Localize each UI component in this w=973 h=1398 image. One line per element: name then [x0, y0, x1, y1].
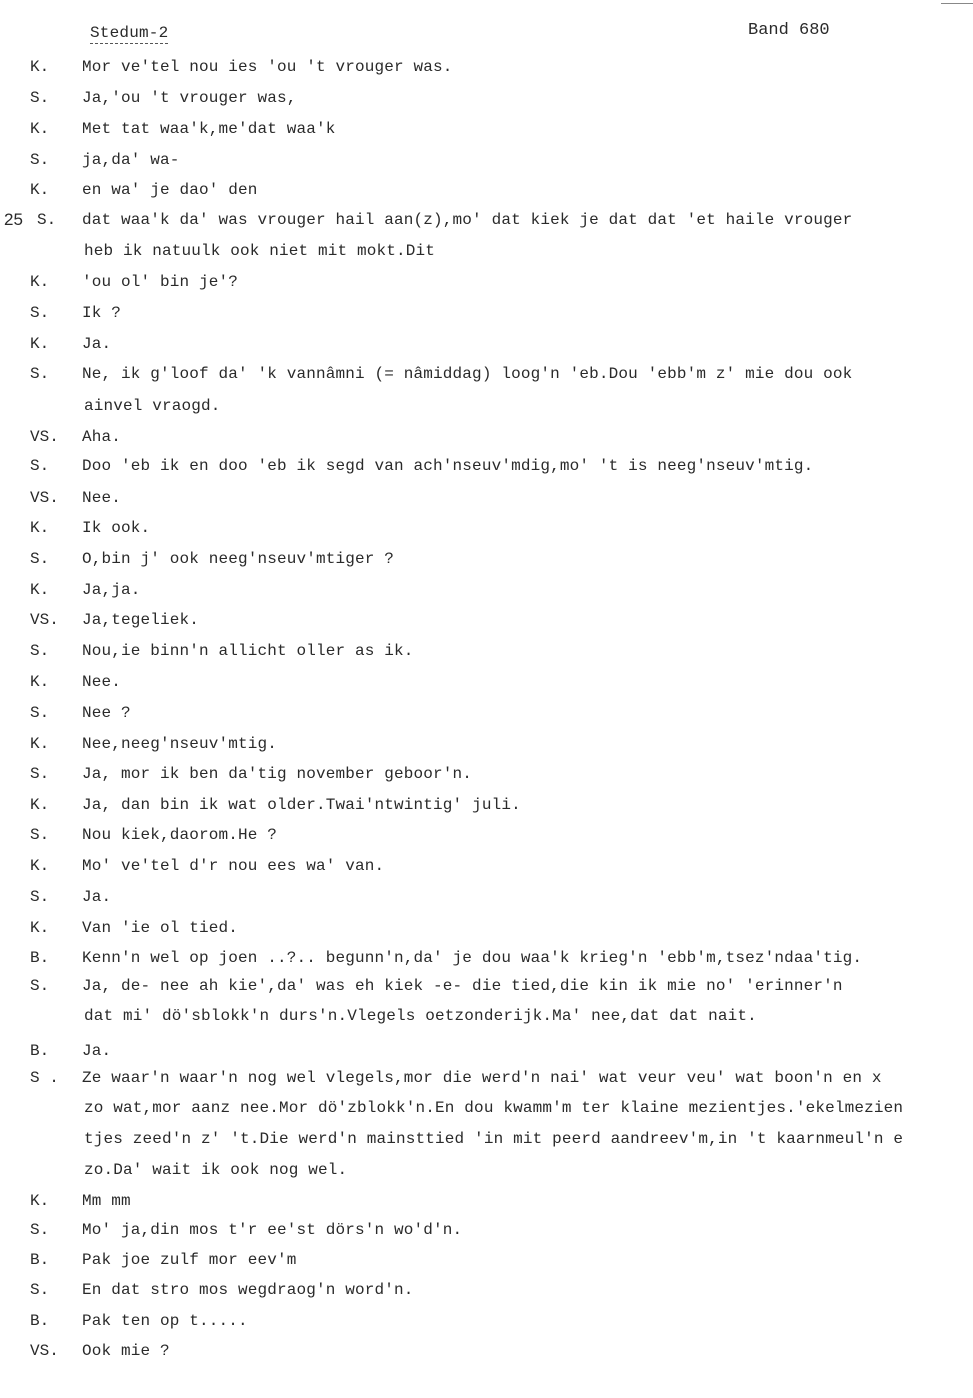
utterance-text: Nou,ie binn'n allicht oller as ik. [82, 642, 414, 660]
speaker-label: S. [30, 365, 50, 383]
utterance-text: zo wat,mor aanz nee.Mor dö'zblokk'n.En dou kwamm'm ter klaine mezientjes.'ekelmezien [84, 1099, 904, 1117]
speaker-label: K. [30, 519, 50, 537]
speaker-label: S. [30, 888, 50, 906]
speaker-label: S. [30, 826, 50, 844]
speaker-label: S. [30, 89, 50, 107]
speaker-label: S. [37, 211, 57, 229]
utterance-text: Pak joe zulf mor eev'm [82, 1251, 297, 1269]
utterance-text: Ik ook. [82, 519, 151, 537]
utterance-text: Mo' ja,din mos t'r ee'st dörs'n wo'd'n. [82, 1221, 463, 1239]
speaker-label: K. [30, 335, 50, 353]
utterance-text: Kenn'n wel op joen ..?.. begunn'n,da' je dou waa'k krieg'n 'ebb'm,tsez'ndaa'tig. [82, 949, 863, 967]
speaker-label: K. [30, 1192, 50, 1210]
band-label: Band 680 [748, 21, 830, 40]
utterance-text: Mor ve'tel nou ies 'ou 't vrouger was. [82, 58, 453, 76]
speaker-label: K. [30, 673, 50, 691]
utterance-text: ainvel vraogd. [84, 397, 221, 415]
utterance-text: Pak ten op t..... [82, 1312, 248, 1330]
utterance-text: Mo' ve'tel d'r nou ees wa' van. [82, 857, 385, 875]
speaker-label: K. [30, 58, 50, 76]
speaker-label: S. [30, 977, 50, 995]
utterance-text: Nee. [82, 489, 122, 507]
speaker-label: VS. [30, 611, 59, 629]
utterance-text: Ik ? [82, 304, 122, 322]
utterance-text: tjes zeed'n z' 't.Die werd'n mainsttied 'in mit peerd aandreev'm,in 't kaarnmeul'n e [84, 1130, 904, 1148]
speaker-label: S. [30, 457, 50, 475]
speaker-label: K. [30, 735, 50, 753]
speaker-label: S. [30, 1221, 50, 1239]
utterance-text: Doo 'eb ik en doo 'eb ik segd van ach'nseuv'mdig,mo' 't is neeg'nseuv'mtig. [82, 457, 814, 475]
line-number: 25 [4, 210, 23, 229]
speaker-label: S. [30, 765, 50, 783]
speaker-label: S. [30, 704, 50, 722]
utterance-text: heb ik natuulk ook niet mit mokt.Dit [84, 242, 436, 260]
utterance-text: Ja. [82, 888, 112, 906]
utterance-text: Ja,tegeliek. [82, 611, 200, 629]
title-text: Stedum-2 [90, 24, 169, 42]
speaker-label: VS. [30, 428, 59, 446]
speaker-label: B. [30, 1312, 50, 1330]
utterance-text: Ja. [82, 335, 112, 353]
utterance-text: Van 'ie ol tied. [82, 919, 239, 937]
speaker-label: S. [30, 151, 50, 169]
utterance-text: Ne, ik g'loof da' 'k vannâmni (= nâmiddag) loog'n 'eb.Dou 'ebb'm z' mie dou ook [82, 365, 853, 383]
utterance-text: Aha. [82, 428, 122, 446]
utterance-text: Mm mm [82, 1192, 131, 1210]
utterance-text: 'ou ol' bin je'? [82, 273, 239, 291]
utterance-text: Ja, de- nee ah kie',da' was eh kiek -e- die tied,die kin ik mie no' 'erinner'n [82, 977, 843, 995]
speaker-label: K. [30, 857, 50, 875]
speaker-label: S. [30, 304, 50, 322]
speaker-label: VS. [30, 1342, 59, 1360]
speaker-label: S . [30, 1069, 59, 1087]
utterance-text: en wa' je dao' den [82, 181, 258, 199]
utterance-text: O,bin j' ook neeg'nseuv'mtiger ? [82, 550, 395, 568]
speaker-label: K. [30, 581, 50, 599]
utterance-text: En dat stro mos wegdraog'n word'n. [82, 1281, 414, 1299]
utterance-text: Nee,neeg'nseuv'mtig. [82, 735, 278, 753]
speaker-label: VS. [30, 489, 59, 507]
speaker-label: B. [30, 949, 50, 967]
utterance-text: Nee. [82, 673, 122, 691]
utterance-text: ja,da' wa- [82, 151, 180, 169]
speaker-label: K. [30, 919, 50, 937]
speaker-label: B. [30, 1042, 50, 1060]
speaker-label: K. [30, 120, 50, 138]
speaker-label: S. [30, 1281, 50, 1299]
utterance-text: Met tat waa'k,me'dat waa'k [82, 120, 336, 138]
speaker-label: S. [30, 642, 50, 660]
document-title [90, 24, 168, 44]
utterance-text: Ja,'ou 't vrouger was, [82, 89, 297, 107]
utterance-text: Ja. [82, 1042, 112, 1060]
utterance-text: Nee ? [82, 704, 131, 722]
utterance-text: Ja, dan bin ik wat older.Twai'ntwintig' juli. [82, 796, 521, 814]
speaker-label: K. [30, 181, 50, 199]
utterance-text: dat mi' dö'sblokk'n durs'n.Vlegels oetzonderijk.Ma' nee,dat dat nait. [84, 1007, 757, 1025]
utterance-text: Ja, mor ik ben da'tig november geboor'n. [82, 765, 473, 783]
utterance-text: dat waa'k da' was vrouger hail aan(z),mo' dat kiek je dat dat 'et haile vrouger [82, 211, 853, 229]
utterance-text: Ja,ja. [82, 581, 141, 599]
speaker-label: S. [30, 550, 50, 568]
utterance-text: zo.Da' wait ik ook nog wel. [84, 1161, 348, 1179]
speaker-label: K. [30, 273, 50, 291]
utterance-text: Ze waar'n waar'n nog wel vlegels,mor die werd'n nai' wat veur veu' wat boon'n en x [82, 1069, 882, 1087]
page-edge-mark [941, 3, 973, 4]
utterance-text: Nou kiek,daorom.He ? [82, 826, 278, 844]
speaker-label: K. [30, 796, 50, 814]
utterance-text: Ook mie ? [82, 1342, 170, 1360]
speaker-label: B. [30, 1251, 50, 1269]
